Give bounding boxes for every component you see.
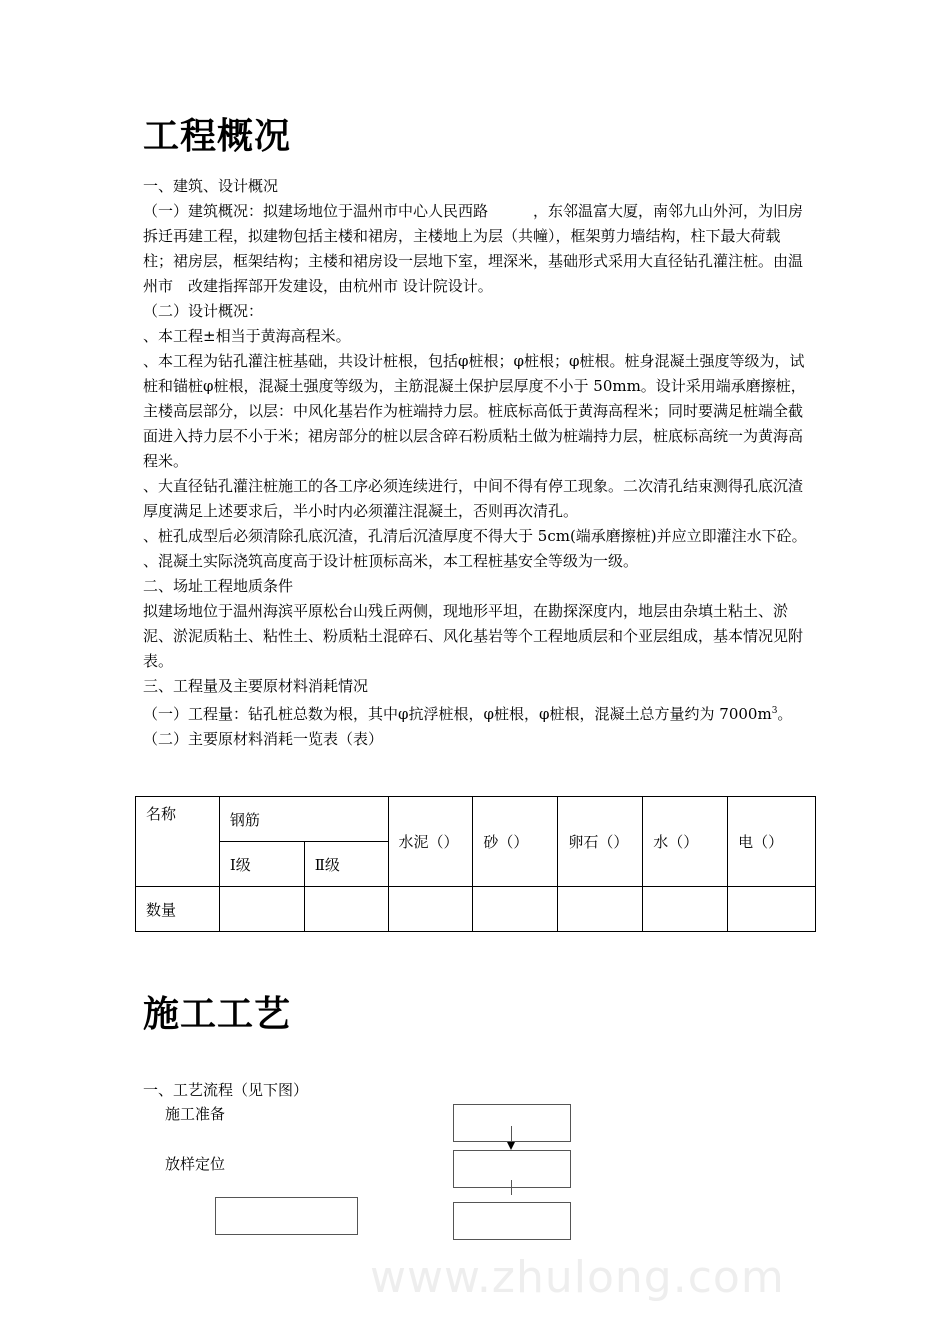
paragraph: （二）设计概况： <box>143 302 264 320</box>
flow-box-3 <box>453 1202 571 1240</box>
unit-superscript: 3 <box>771 706 778 716</box>
paragraph: 、大直径钻孔灌注桩施工的各工序必须连续进行，中间不得有停工现象。二次清孔结束测得孔底沉渣厚度满足上述要求后，半小时内必须灌注混凝土，否则再次清孔。 <box>143 477 804 520</box>
flow-connector <box>511 1126 512 1142</box>
section-title-overview: 工程概况 <box>143 116 292 157</box>
table-header-water: 水（） <box>643 797 728 887</box>
table-cell <box>304 887 388 932</box>
table-row-label: 数量 <box>136 887 220 932</box>
arrow-down-icon <box>507 1142 515 1150</box>
paragraph: 、混凝土实际浇筑高度高于设计桩顶标高米，本工程桩基安全等级为一级。 <box>143 552 639 570</box>
table-header-grade1: Ⅰ级 <box>219 842 304 887</box>
paragraph: 、本工程±相当于黄海高程米。 <box>143 327 351 345</box>
paragraph: 三、工程量及主要原材料消耗情况 <box>143 677 369 695</box>
paragraph: （一）建筑概况：拟建场地位于温州市中心人民西路 ，东邻温富大厦，南邻九山外河，为旧房拆迁再建工程，拟建物包括主楼和裙房，主楼地上为层（共幢），框架剪力墙结构，柱下最大荷载柱；裙房层，框架结构；主楼和裙房设一层地下室，埋深米，基础形式采用大直径钻孔灌注桩。由温州市 改建指挥部开发建设，由杭州市 设计院设计。 <box>143 202 804 295</box>
table-header-sand: 砂（） <box>473 797 558 887</box>
table-cell <box>473 887 558 932</box>
flow-box-side <box>215 1197 358 1235</box>
flow-step-layout: 放样定位 <box>165 1155 226 1173</box>
flow-connector <box>511 1180 512 1195</box>
table-header-grade2: Ⅱ级 <box>304 842 388 887</box>
table-header-name: 名称 <box>136 797 220 887</box>
watermark: www.zhulong.com <box>370 1252 785 1303</box>
section-title-process: 施工工艺 <box>143 994 292 1035</box>
flow-heading: 一、工艺流程（见下图） <box>143 1081 309 1099</box>
table-cell <box>219 887 304 932</box>
paragraph: 一、建筑、设计概况 <box>143 177 279 195</box>
materials-table <box>135 796 816 932</box>
flow-box-2 <box>453 1150 571 1188</box>
overview-body <box>143 174 808 752</box>
table-cell <box>388 887 473 932</box>
table-header-cement: 水泥（） <box>388 797 473 887</box>
flow-box-1 <box>453 1104 571 1142</box>
table-cell <box>558 887 643 932</box>
table-row <box>136 887 816 932</box>
quantity-text: （一）工程量：钻孔桩总数为根，其中φ抗浮桩根，φ桩根，φ桩根，混凝土总方量约为 7000m <box>143 705 772 723</box>
table-cell <box>643 887 728 932</box>
table-header-gravel: 卵石（） <box>558 797 643 887</box>
table-header-steel: 钢筋 <box>219 797 388 842</box>
paragraph: 、本工程为钻孔灌注桩基础，共设计桩根，包括φ桩根；φ桩根；φ桩根。桩身混凝土强度等级为，试桩和锚桩φ桩根，混凝土强度等级为，主筋混凝土保护层厚度不小于 50mm。设计采用端承磨擦桩，主楼高层部分，以层：中风化基岩作为桩端持力层。桩底标高低于黄海高程米；同时要满足桩端全截面进入持力层不小于米；裙房部分的桩以层含碎石粉质粘土做为桩端持力层，桩底标高统一为黄海高程米。 <box>143 352 806 470</box>
table-header-electricity: 电（） <box>728 797 816 887</box>
paragraph: 二、场址工程地质条件 <box>143 577 294 595</box>
quantity-suffix: 。 <box>777 705 793 723</box>
table-caption: （二）主要原材料消耗一览表（表） <box>143 730 384 748</box>
paragraph: 、桩孔成型后必须清除孔底沉渣，孔清后沉渣厚度不得大于 5cm(端承磨擦桩)并应立即灌注水下砼。 <box>143 527 807 545</box>
quantity-paragraph <box>143 699 808 727</box>
flow-step-prep: 施工准备 <box>165 1105 226 1123</box>
table-cell <box>728 887 816 932</box>
paragraph: 拟建场地位于温州海滨平原松台山残丘两侧，现地形平坦，在勘探深度内，地层由杂填土粘土、淤泥、淤泥质粘土、粘性土、粉质粘土混碎石、风化基岩等个工程地质层和个亚层组成，基本情况见附表。 <box>143 602 804 670</box>
